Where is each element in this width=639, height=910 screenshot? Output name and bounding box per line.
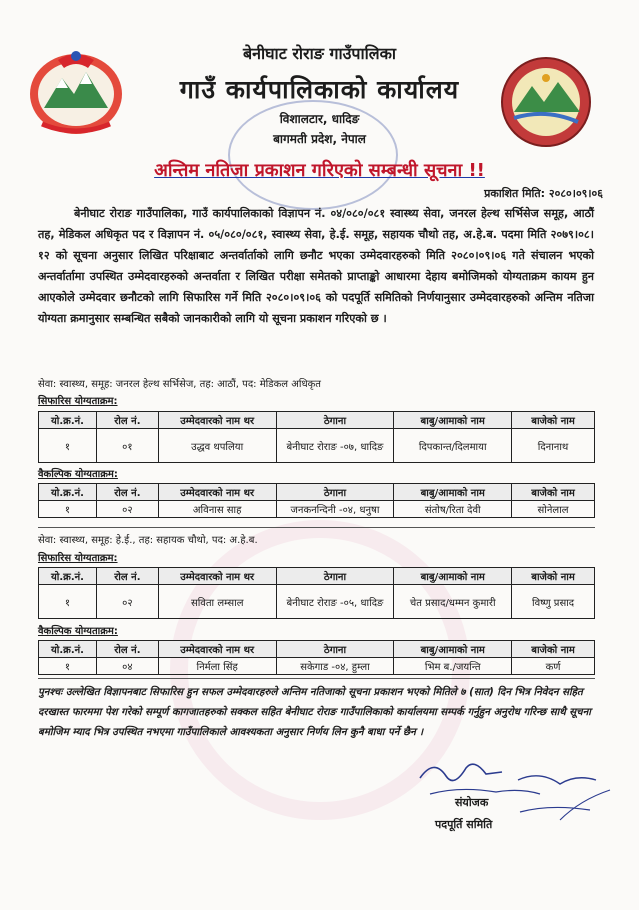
col-address: ठेगाना (276, 568, 394, 585)
office-stamp (228, 100, 398, 210)
col-address: ठेगाना (276, 641, 394, 658)
office-name: गाउँ कार्यपालिकाको कार्यालय (179, 75, 460, 104)
cell-address: बेनीघाट रोराङ -०५, धादिङ (276, 585, 394, 619)
col-roll: रोल नं. (96, 484, 158, 501)
cell-roll: ०२ (96, 585, 158, 619)
cell-roll: ०२ (96, 501, 158, 518)
col-rank: यो.क्र.नं. (39, 412, 97, 429)
municipality-logo-icon (500, 56, 592, 148)
cell-rank: १ (39, 585, 97, 619)
col-grandfather: बाजेको नाम (512, 641, 595, 658)
cell-name: अविनास साह (158, 501, 276, 518)
col-roll: रोल नं. (96, 412, 158, 429)
section-2-recommended-label: सिफारिस योग्यताक्रम: (38, 553, 118, 564)
cell-address: जनकनन्दिनी -०४, धनुषा (276, 501, 394, 518)
col-roll: रोल नं. (96, 641, 158, 658)
col-parents: बाबु/आमाको नाम (394, 484, 512, 501)
section-1-recommended-table (38, 411, 595, 463)
table-row (39, 429, 595, 463)
table-header-row (39, 641, 595, 658)
col-name: उम्मेदवारको नाम थर (158, 484, 276, 501)
office-location: विशालटार, धादिङ (279, 112, 360, 126)
col-parents: बाबु/आमाको नाम (394, 568, 512, 585)
notice-title: अन्तिम नतिजा प्रकाशन गरिएको सम्बन्धी सूचना !! (154, 160, 485, 181)
section-1-label: सेवा: स्वास्थ्य, समूह: जनरल हेल्थ सर्भिसेज, तह: आठौं, पद: मेडिकल अधिकृत (38, 379, 322, 390)
postscript-note: पुनश्चः उल्लेखित विज्ञापनबाट सिफारिस हुन सफल उम्मेदवारहरुले अन्तिम नतिजाको सूचना प्रकाशन भएको मितिले ७ (सात) दिन भित्र निवेदन सहित दरखास्त फारममा पेश गरेको सम्पूर्ण कागजातहरुको सक्कल सहित बेनीघाट रोराङ गाउँपालिकाको कार्यालयमा सम्पर्क गर्नुहुन अनुरोध गरिन्छ साथै सूचना बमोजिम म्याद भित्र उपस्थित नभएमा गाउँपालिकाले आवश्यकता अनुसार निर्णय लिन कुनै बाधा पर्ने छैन । (38, 687, 591, 738)
published-date: प्रकाशित मिति: २०८०।०९।०६ (484, 187, 603, 200)
cell-grandfather: सोनेलाल (512, 501, 595, 518)
section-divider (38, 678, 595, 679)
signatory-committee: पदपूर्ति समिति (435, 818, 493, 831)
col-name: उम्मेदवारको नाम थर (158, 412, 276, 429)
cell-parents: चेत प्रसाद/धम्मन कुमारी (394, 585, 512, 619)
cell-name: निर्मला सिंह (158, 658, 276, 675)
table-row (39, 585, 595, 619)
col-roll: रोल नं. (96, 568, 158, 585)
cell-grandfather: कर्ण (512, 658, 595, 675)
office-province: बागमती प्रदेश, नेपाल (273, 132, 366, 146)
table-header-row (39, 568, 595, 585)
table-header-row (39, 484, 595, 501)
section-1-alternate-label: वैकल्पिक योग्यताक्रम: (38, 469, 118, 480)
col-rank: यो.क्र.नं. (39, 484, 97, 501)
col-rank: यो.क्र.नं. (39, 641, 97, 658)
cell-name: सविता लम्साल (158, 585, 276, 619)
cell-roll: ०१ (96, 429, 158, 463)
cell-name: उद्धव थपलिया (158, 429, 276, 463)
col-grandfather: बाजेको नाम (512, 484, 595, 501)
cell-parents: संतोष/रिता देवी (394, 501, 512, 518)
col-name: उम्मेदवारको नाम थर (158, 568, 276, 585)
municipality-name: बेनीघाट रोराङ गाउँपालिका (242, 44, 397, 63)
handwritten-signature-icon (400, 750, 620, 850)
col-grandfather: बाजेको नाम (512, 568, 595, 585)
section-1-alternate-table (38, 483, 595, 518)
col-address: ठेगाना (276, 412, 394, 429)
cell-address: सकेगाड -०४, हुम्ला (276, 658, 394, 675)
section-2-alternate-label: वैकल्पिक योग्यताक्रम: (38, 626, 118, 637)
section-2-alternate-table (38, 640, 595, 675)
cell-address: बेनीघाट रोराङ -०७, धादिङ (276, 429, 394, 463)
cell-grandfather: दिनानाथ (512, 429, 595, 463)
cell-rank: १ (39, 658, 97, 675)
col-parents: बाबु/आमाको नाम (394, 641, 512, 658)
col-grandfather: बाजेको नाम (512, 412, 595, 429)
table-row (39, 658, 595, 675)
cell-rank: १ (39, 429, 97, 463)
signatory-role: संयोजक (455, 796, 489, 809)
notice-body: बेनीघाट रोराङ गाउँपालिका, गाउँ कार्यपालिकाको विज्ञापन नं. ०४/०८०/०८१ स्वास्थ्य सेवा, जनरल हेल्थ सर्भिसेज समूह, आठौं तह, मेडिकल अधिकृत पद र विज्ञापन नं. ०५/०८०/०८१, स्वास्थ्य सेवा, हे.ई. समूह, सहायक चौथो तह, अ.हे.ब. पदमा मिति २०७९।०८।१२ को सूचना अनुसार लिखित परिक्षाबाट अन्तर्वार्ताको लागि छनौट भएका उम्मेदवारहरुको मिति २०८०।०९।०६ गते संचालन भएको अन्तर्वार्तामा उपस्थित उम्मेदवारहरुको अन्तर्वाता र लिखित परीक्षा समेतको प्राप्ताङ्को आधारमा देहाय बमोजिमको योग्यताक्रम कायम हुन आएकोले उम्मेदवार छनौटको लागि सिफारिस गर्ने मिति २०८०।०९।०६ को पदपूर्ति समितिको निर्णयानुसार उम्मेदवारहरुको अन्तिम नतिजा योग्यता क्रमानुसार सम्बन्धित सबैको जानकारीको लागि यो सूचना प्रकाशन गरिएको छ । (38, 207, 594, 325)
cell-roll: ०४ (96, 658, 158, 675)
col-rank: यो.क्र.नं. (39, 568, 97, 585)
col-parents: बाबु/आमाको नाम (394, 412, 512, 429)
table-row (39, 501, 595, 518)
col-address: ठेगाना (276, 484, 394, 501)
table-header-row (39, 412, 595, 429)
section-divider (38, 527, 595, 528)
section-2-recommended-table (38, 567, 595, 619)
cell-grandfather: विष्णु प्रसाद (512, 585, 595, 619)
col-name: उम्मेदवारको नाम थर (158, 641, 276, 658)
section-2-label: सेवा: स्वास्थ्य, समूह: हे.ई., तह: सहायक चौथो, पद: अ.हे.ब. (38, 535, 258, 546)
cell-rank: १ (39, 501, 97, 518)
cell-parents: भिम ब./जयन्ति (394, 658, 512, 675)
section-1-recommended-label: सिफारिस योग्यताक्रम: (38, 396, 118, 407)
cell-parents: दिपकान्त/दिलमाया (394, 429, 512, 463)
